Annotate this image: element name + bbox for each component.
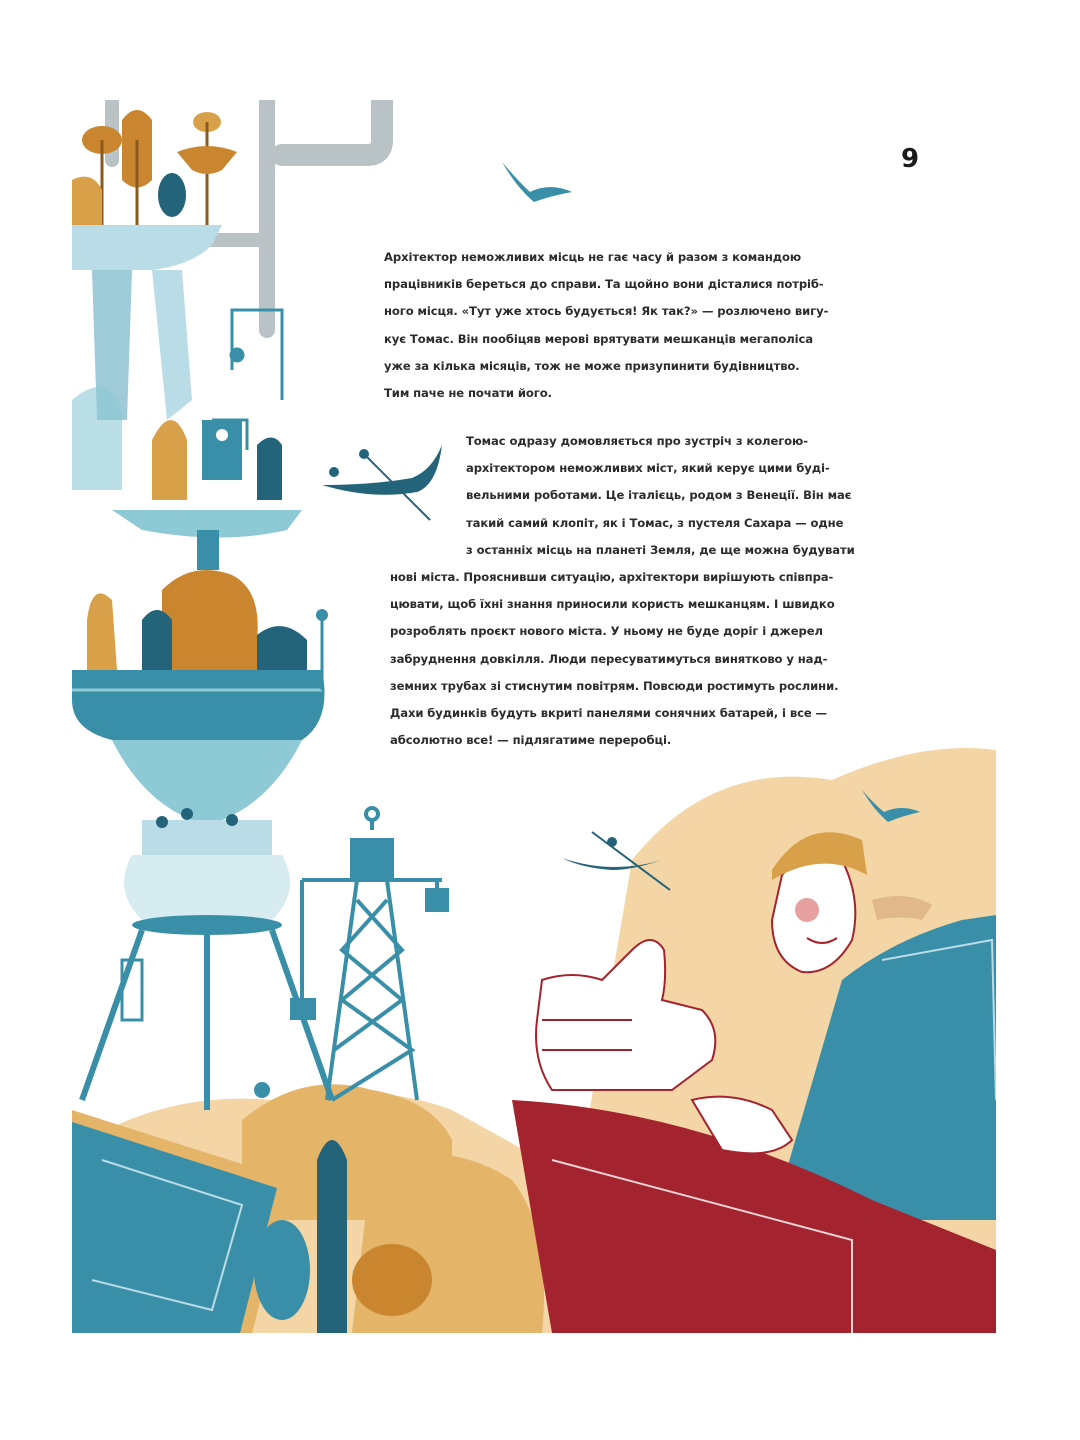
paragraph-2-line: вельними роботами. Це італієць, родом з Венеції. Він має bbox=[466, 488, 852, 503]
paragraph-2 bbox=[390, 428, 855, 754]
paragraph-2-line: земних трубах зі стиснутим повітрям. Повсюди ростимуть рослини. bbox=[390, 678, 839, 693]
middle-garden bbox=[72, 387, 302, 570]
paragraph-2-line: цювати, щоб їхні знання приносили користь мешканцям. І швидко bbox=[390, 597, 835, 612]
paragraph-2-line: забруднення довкілля. Люди пересуватимуться винятково у над- bbox=[390, 651, 828, 666]
paragraph-2-line: такий самий клопіт, як і Томас, з пустеля Сахара — одне bbox=[466, 515, 844, 530]
page-number: 9 bbox=[900, 144, 920, 174]
paragraph-2-line: Томас одразу домовляється про зустріч з колегою- bbox=[466, 434, 808, 448]
paragraph-1-line: уже за кілька місяців, тож не може призупинити будівництво. bbox=[384, 358, 800, 373]
paragraph-1-line: кує Томас. Він пообіцяв мерові врятувати мешканців мегаполіса bbox=[384, 331, 814, 346]
paragraph-2-line: розроблять проєкт нового міста. У ньому не буде доріг і джерел bbox=[390, 624, 823, 639]
pipes bbox=[112, 100, 382, 330]
paragraph-1 bbox=[384, 244, 828, 407]
top-garden bbox=[72, 110, 237, 420]
lower-garden bbox=[72, 570, 328, 750]
paragraph-2-line: нові міста. Прояснивши ситуацію, архітектори вирішують співпра- bbox=[390, 570, 834, 585]
paragraph-2-line: абсолютно все! — підлягатиме переробці. bbox=[390, 733, 672, 748]
paragraph-1-line: Архітектор неможливих місць не гає часу й разом з командою bbox=[384, 250, 802, 264]
paragraph-2-line: з останніх місць на планеті Земля, де ще можна будувати bbox=[466, 542, 855, 557]
hourglass-tower bbox=[82, 740, 332, 1110]
paragraph-1-line: ного місця. «Тут уже хтось будується! Як так?» — розлючено вигу- bbox=[384, 304, 829, 319]
paragraph-2-line: архітектором неможливих міст, який керує цими буді- bbox=[466, 461, 830, 476]
paragraph-1-line: Тим паче не почати його. bbox=[384, 386, 552, 401]
paragraph-2-line: Дахи будинків будуть вкриті панелями сонячних батарей, і все — bbox=[390, 706, 828, 721]
book-page bbox=[72, 100, 996, 1333]
paragraph-1-line: працівників береться до справи. Та щойно вони дісталися потріб- bbox=[384, 277, 824, 292]
